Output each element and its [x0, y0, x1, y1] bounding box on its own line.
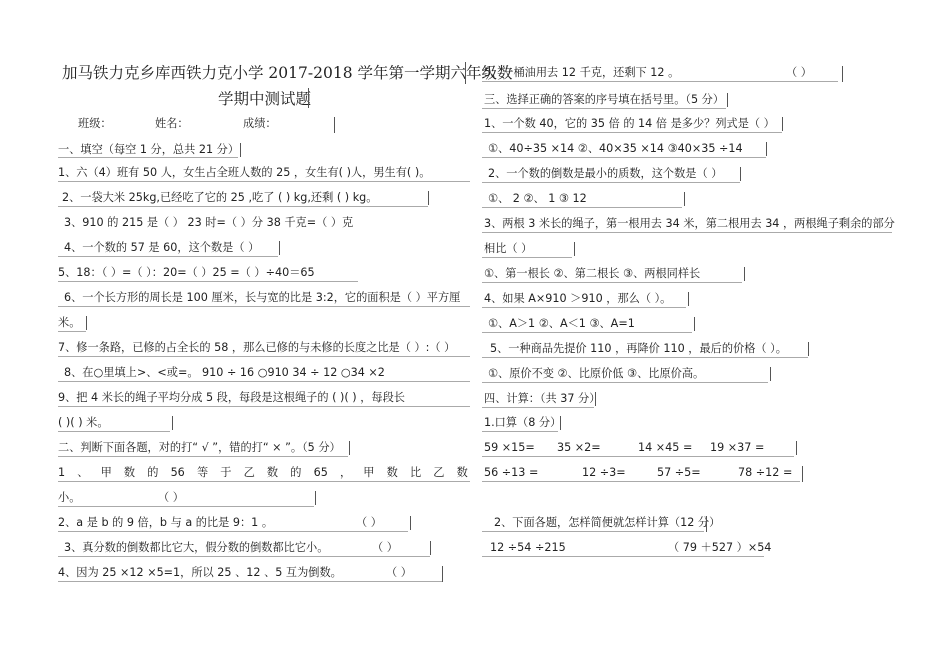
judge-q1-word: 乙 [243, 466, 255, 479]
divider [684, 192, 685, 206]
underline [482, 307, 686, 308]
underline [58, 306, 470, 307]
judge-q1-word: 数 [123, 466, 136, 479]
judge-q1-line1 [58, 466, 468, 480]
divider [766, 142, 767, 156]
fill-q7: 7、修一条路，已修的占全长的 58 ，那么已修的与未修的长度之比是（ ）:（ ） [58, 341, 456, 354]
divider [240, 143, 241, 157]
underline [482, 456, 794, 457]
judge-q1-word: 等 [196, 466, 209, 479]
judge-q3-paren: （ ） [372, 541, 398, 554]
divider [782, 117, 783, 131]
underline [482, 431, 558, 432]
judge-q1-word: 甲 [100, 466, 112, 479]
choice-q3-options: ①、第一根长 ②、第二根长 ③、两根同样长 [484, 267, 701, 280]
underline [58, 331, 86, 332]
judge-q1-word: 65 [313, 466, 328, 479]
underline [482, 481, 800, 482]
fill-q6-line2: 米。 [58, 316, 81, 329]
divider [770, 367, 771, 381]
divider [279, 241, 280, 255]
divider [308, 88, 309, 108]
underline [482, 182, 740, 183]
underline [58, 206, 428, 207]
judge-q1-word: 56 [170, 466, 185, 479]
underline [482, 257, 572, 258]
calc-row1-item: 35 ×2= [557, 441, 601, 454]
divider [574, 242, 575, 256]
divider [428, 191, 429, 205]
underline [482, 332, 692, 333]
underline [482, 531, 704, 532]
underline [58, 531, 408, 532]
fill-q1: 1、六（4）班有 50 人，女生占全班人数的 25 ，女生有( )人，男生有( )。 [58, 166, 431, 179]
fill-q9-line2: ( )( ) 米。 [58, 416, 109, 429]
underline [58, 481, 470, 482]
judge-q1-word: 的 [147, 466, 159, 479]
underline [58, 456, 348, 457]
judge-q2: 2、a 是 b 的 9 倍，b 与 a 的比是 9：1 。 [58, 516, 274, 529]
choice-q3-line1: 3、两根 3 米长的绳子，第一根用去 34 米，第二根用去 34 ，两根绳子剩余的部分 [484, 217, 895, 230]
underline [58, 381, 470, 382]
underline [482, 81, 838, 82]
underline [58, 281, 358, 282]
section4-heading: 四、计算：（共 37 分） [484, 392, 601, 405]
exam-title-line1: 加马铁力克乡库西铁力克小学 2017-2018 学年第一学期六年级数 [62, 64, 513, 82]
divider [808, 342, 809, 356]
fill-q6-line1: 6、一个长方形的周长是 100 厘米，长与宽的比是 3:2，它的面积是（ ）平方厘 [64, 291, 461, 304]
section1-heading: 一、填空（每空 1 分，总共 21 分） [58, 143, 240, 156]
choice-q1: 1、一个数 40，它的 35 倍 的 14 倍 是多少？列式是（ ） [484, 117, 775, 130]
underline [482, 382, 768, 383]
divider [465, 62, 466, 84]
divider [172, 416, 173, 430]
judge-q4-paren: （ ） [386, 566, 412, 579]
underline [58, 356, 470, 357]
fill-q9-line1: 9、把 4 米长的绳子平均分成 5 段，每段是这根绳子的 ( )( ) ，每段长 [58, 391, 405, 404]
underline [482, 132, 782, 133]
underline [482, 556, 764, 557]
underline [482, 232, 892, 233]
underline [482, 207, 682, 208]
divider [727, 93, 728, 107]
calc-row1-item: 19 ×37 = [710, 441, 765, 454]
choice-q3-line2: 相比（ ） [484, 242, 533, 255]
fill-q4: 4、一个数的 57 是 60，这个数是（ ） [64, 241, 260, 254]
underline [58, 157, 238, 158]
section3-heading: 三、选择正确的答案的序号填在括号里。（5 分） [484, 93, 725, 106]
divider [442, 566, 443, 582]
calc1-heading: 1.口算（8 分） [484, 416, 562, 429]
fill-q2: 2、一袋大米 25kg,已经吃了它的 25 ,吃了 ( ) kg,还剩 ( ) kg。 [62, 191, 378, 204]
exam-title-line2: 学期中测试题 [218, 90, 312, 108]
calc-row1-item: 59 ×15= [484, 441, 535, 454]
choice-q2-options: ①、 2 ②、 1 ③ 12 [488, 192, 587, 205]
divider [560, 416, 561, 430]
underline [58, 181, 470, 182]
judge-q5: 5、一桶油用去 12 千克，还剩下 12 。 [484, 66, 680, 79]
judge-q2-paren: （ ） [356, 516, 382, 529]
divider [706, 516, 707, 532]
divider [595, 392, 596, 406]
choice-q1-options: ①、40÷35 ×14 ②、40×35 ×14 ③40×35 ÷14 [488, 142, 743, 155]
divider [315, 491, 316, 505]
underline [482, 357, 808, 358]
divider [802, 466, 803, 482]
divider [740, 167, 741, 181]
judge-q1-word: 、 [77, 466, 89, 479]
fill-q8: 8、在○里填上>、<或=。 910 ÷ 16 ○910 34 ÷ 12 ○34 ×2 [64, 366, 385, 379]
calc2-problem-b: （ 79 ＋527 ）×54 [668, 541, 772, 554]
divider [410, 516, 411, 530]
judge-q4: 4、因为 25 ×12 ×5=1，所以 25 、12 、5 互为倒数。 [58, 566, 342, 579]
divider [86, 316, 87, 330]
judge-q1-word: 数 [386, 466, 398, 479]
calc-row2-item: 78 ÷12 = [738, 466, 793, 479]
judge-q1-word: 1 [58, 466, 66, 479]
divider [694, 317, 695, 331]
underline [58, 431, 170, 432]
fill-q5: 5、18：（ ）=（ ）：20=（ ）25 =（ ）÷40＝65 [58, 266, 315, 279]
judge-q5-paren: （ ） [786, 66, 812, 79]
underline [482, 282, 742, 283]
calc2-problem-a: 12 ÷54 ÷215 [490, 541, 566, 554]
divider [744, 267, 745, 281]
divider [842, 66, 843, 82]
judge-q1-line2: 小。 [58, 491, 81, 504]
fill-q3: 3、910 的 215 是（ ） 23 时=（ ）分 38 千克=（ ）克 [64, 216, 354, 229]
name-label: 姓名： [155, 117, 189, 130]
choice-q5-options: ①、原价不变 ②、比原价低 ③、比原价高。 [488, 367, 705, 380]
calc-row2-item: 56 ÷13 = [484, 466, 539, 479]
judge-q1-word: 数 [456, 466, 468, 479]
choice-q5: 5、一种商品先提价 110 ，再降价 110 ，最后的价格（ ）。 [490, 342, 787, 355]
judge-q1-word: 的 [290, 466, 302, 479]
judge-q1-word: 数 [266, 466, 279, 479]
calc-row1-item: 14 ×45 = [638, 441, 693, 454]
judge-q1-word: 于 [220, 466, 232, 479]
judge-q1-word: ， [339, 466, 352, 479]
divider [430, 541, 431, 555]
calc-row2-item: 57 ÷5= [657, 466, 701, 479]
score-label: 成绩： [243, 117, 277, 130]
divider [688, 292, 689, 306]
judge-q1-word: 比 [409, 466, 422, 479]
calc2-heading: 2、下面各题，怎样简便就怎样计算（12 分） [494, 516, 721, 529]
divider [349, 441, 350, 455]
underline [482, 108, 726, 109]
judge-q1-word: 甲 [363, 466, 375, 479]
underline [58, 581, 442, 582]
judge-q1-paren: （ ） [158, 491, 184, 504]
divider [334, 117, 335, 133]
divider [796, 441, 797, 455]
judge-q1-word: 乙 [433, 466, 445, 479]
calc-row2-item: 12 ÷3= [582, 466, 626, 479]
underline [58, 406, 470, 407]
section2-heading: 二、判断下面各题，对的打“ √ ”，错的打“ × ”。（5 分） [58, 441, 341, 454]
choice-q2: 2、一个数的倒数是最小的质数，这个数是（ ） [488, 167, 723, 180]
underline [58, 556, 430, 557]
class-label: 班级： [78, 117, 112, 130]
underline [482, 157, 766, 158]
choice-q4-options: ①、A＞1 ②、A＜1 ③、A=1 [488, 317, 635, 330]
underline [58, 506, 314, 507]
choice-q4: 4、如果 A×910 ＞910 ，那么（ ）。 [484, 292, 672, 305]
judge-q3: 3、真分数的倒数都比它大，假分数的倒数都比它小。 [64, 541, 329, 554]
underline [58, 256, 278, 257]
underline [482, 407, 594, 408]
